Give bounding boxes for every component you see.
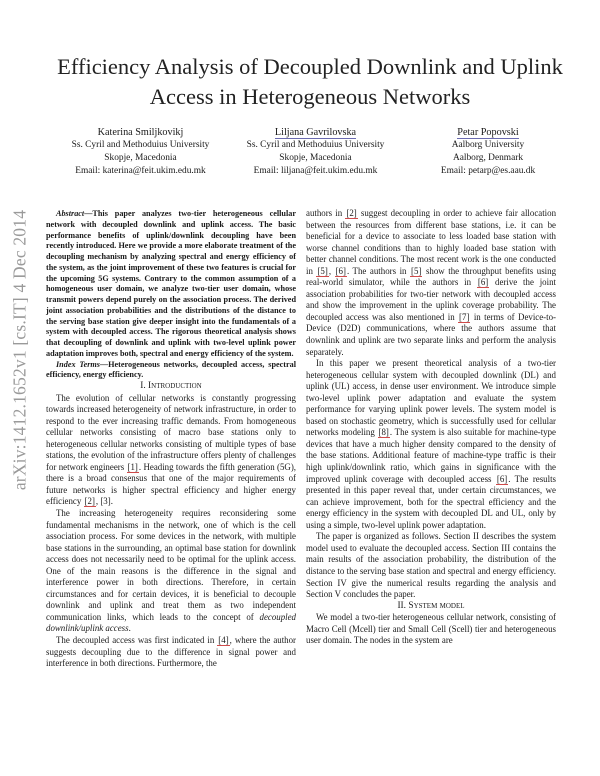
author-affiliation: Aalborg University xyxy=(451,140,525,150)
citation-link[interactable]: [8] xyxy=(378,427,389,438)
author-location: Skopje, Macedonia xyxy=(279,153,352,163)
author-email: Email: katerina@feit.ukim.edu.mk xyxy=(75,166,206,176)
citation-link[interactable]: [5] xyxy=(411,265,422,276)
citation-link[interactable]: [6] xyxy=(335,265,346,276)
author-location: Skopje, Macedonia xyxy=(104,153,177,163)
section-heading-introduction: I. Introduction xyxy=(140,381,202,391)
intro-paragraph-3: The decoupled access was first indicated in [4], where the author suggests decoupling due to the difference in signal power and interference in both directions. Furthermore, the xyxy=(46,635,296,669)
arxiv-stamp xyxy=(0,150,40,550)
arxiv-id: arXiv:1412.1652v1 [cs.IT] 4 Dec 2014 xyxy=(9,209,30,491)
author-location: Aalborg, Denmark xyxy=(452,153,524,163)
left-column xyxy=(46,209,296,670)
paragraph-system-model: We model a two-tier heterogeneous cellular network, consisting of Macro Cell (Mcell) tier and Small Cell (Scell) tier and heterogeneous user domain. The nodes in the system are xyxy=(306,612,556,646)
author-name-link[interactable]: Liljana Gavrilovska xyxy=(274,127,357,138)
paragraph-related-work: authors in [2] suggest decoupling in order to achieve fair allocation between the resources from different base stations, i.e. it can be beneficial for a device to associate to less loaded base station with worse channel conditions than to highly loaded base station with better channel conditions. The most recent work is the one conducted in [5], [6]. The authors in [5] show the throughput benefits using real-world simulator, while the authors in [6] derive the joint association probabilities for two-tier network with decoupled access and show the improvement in the uplink coverage probability. The decoupled access was also mentioned in [7] in terms of Device-to-Device (D2D) communications, where the authors assume that downlink and uplink are two separate links and perform the analysis separately. xyxy=(306,208,557,357)
author-3 xyxy=(408,126,568,178)
citation-link[interactable]: [4] xyxy=(218,635,229,646)
author-affiliation: Ss. Cyril and Methoduius University xyxy=(71,140,210,150)
section-heading-system-model: II. System model xyxy=(397,600,465,611)
intro-paragraph-2: The increasing heterogeneity requires reconsidering some fundamental mechanisms in the network, one of which is the cell association process. For some devices in the network, with multiple base stations in the surrounding, an optimal base station for downlink access does not necessarily need to be optimal for the uplink access. One of the main reasons is the difference in the signal and interference power in both directions. Therefore, in certain circumstances and for certain devices, it is beneficial to decouple downlink and uplink and treat them as two independent communication links, which leads to the concept of decoupled downlink/uplink access. xyxy=(46,508,296,634)
author-2 xyxy=(233,126,398,178)
author-email: Email: petarp@es.aau.dk xyxy=(440,166,536,176)
citation-link[interactable]: [5] xyxy=(317,265,328,276)
citation-link[interactable]: [1] xyxy=(127,461,138,472)
paragraph-contribution: In this paper we present theoretical analysis of a two-tier heterogeneous cellular system with decoupled downlink (DL) and uplink (UL) access, in dense user environment. We introduce simple two-level uplink power adaptation and evaluate the system performance for varying uplink power levels. The system model is based on stochastic geometry, which is successfully used for cellular networks modeling [8]. The system is also suitable for machine-type devices that have a much higher density compared to the density of the base stations. Additional feature of machine-type traffic is their high uplink/downlink ratio, which gains in significance with the improved uplink coverage with decoupled access [6]. The results presented in this paper reveal that, under certain circumstances, we can achieve improvement, both for the spectral efficiency and the energy efficiency in the system with decoupled DL and UL, only by using a simple, two-level uplink power adaptation. xyxy=(306,358,556,530)
paragraph-organization: The paper is organized as follows. Section II describes the system model used to evaluate the decoupled access. Section III contains the main results of the association probability, the distribution of the distance to the serving base station and spectral and energy efficiency. Section IV give the numerical results regarding the analysis and Section V concludes the paper. xyxy=(306,531,556,600)
author-email: Email: liljana@feit.ukim.edu.mk xyxy=(253,166,378,176)
citation-link[interactable]: [6] xyxy=(477,277,489,288)
abstract: Abstract—This paper analyzes two-tier heterogeneous cellular network with decoupled downlink and uplink access. The basic performance benefits of uplink/downlink decoupling have been recently introduced. Here we provide a more elaborate treatment of the decoupling mechanism by analyzing spectral and energy efficiency of the system, as the joint improvement of these two features is crucial for the upcoming 5G systems. Contrary to the common assumption of a homogeneous user domain, we analyze two-tier user domain, whose transmit powers depend purely on the association process. The derived joint association probabilities and the distributions of the distance to the serving base station give deeper insight into the fundamentals of a system with decoupled access. The rigorous theoretical analysis shows that decoupling of downlink and uplink with two-level uplink power adaptation improves both, spectral and energy efficiency of the system. xyxy=(46,209,296,358)
citation-link[interactable]: [2] xyxy=(346,208,357,218)
right-column xyxy=(306,208,556,647)
intro-paragraph-1: The evolution of cellular networks is constantly progressing towards increased heterogeneity of network infrastructure, in order to respond to the ever increasing traffic demands. From homogeneous cellular networks consisting of macro base stations only to heterogeneous cellular networks consisting of multiple types of base stations, the evolution of the infrastructure offers plenty of challenges for network engineers [1]. Heading towards the fifth generation (5G), there is a broad consensus that one of the major requirements of future networks is higher spectral efficiency and higher energy efficiency [2], [3]. xyxy=(46,392,297,507)
paper-title: Efficiency Analysis of Decoupled Downlink and Uplink Access in Heterogeneous Networks xyxy=(57,54,563,109)
citation-link[interactable]: [7] xyxy=(459,311,470,322)
author-1 xyxy=(58,126,223,178)
index-terms: Index Terms—Heterogeneous networks, decoupled access, spectral efficiency, energy efficiency. xyxy=(46,359,297,380)
citation-link[interactable]: [2] xyxy=(84,496,95,507)
citation-link[interactable]: [6] xyxy=(496,473,508,484)
author-affiliation: Ss. Cyril and Methoduius University xyxy=(246,140,385,150)
author-name: Katerina Smiljkovikj xyxy=(97,127,184,138)
author-name-link[interactable]: Petar Popovski xyxy=(457,127,519,138)
author-block xyxy=(58,126,568,186)
